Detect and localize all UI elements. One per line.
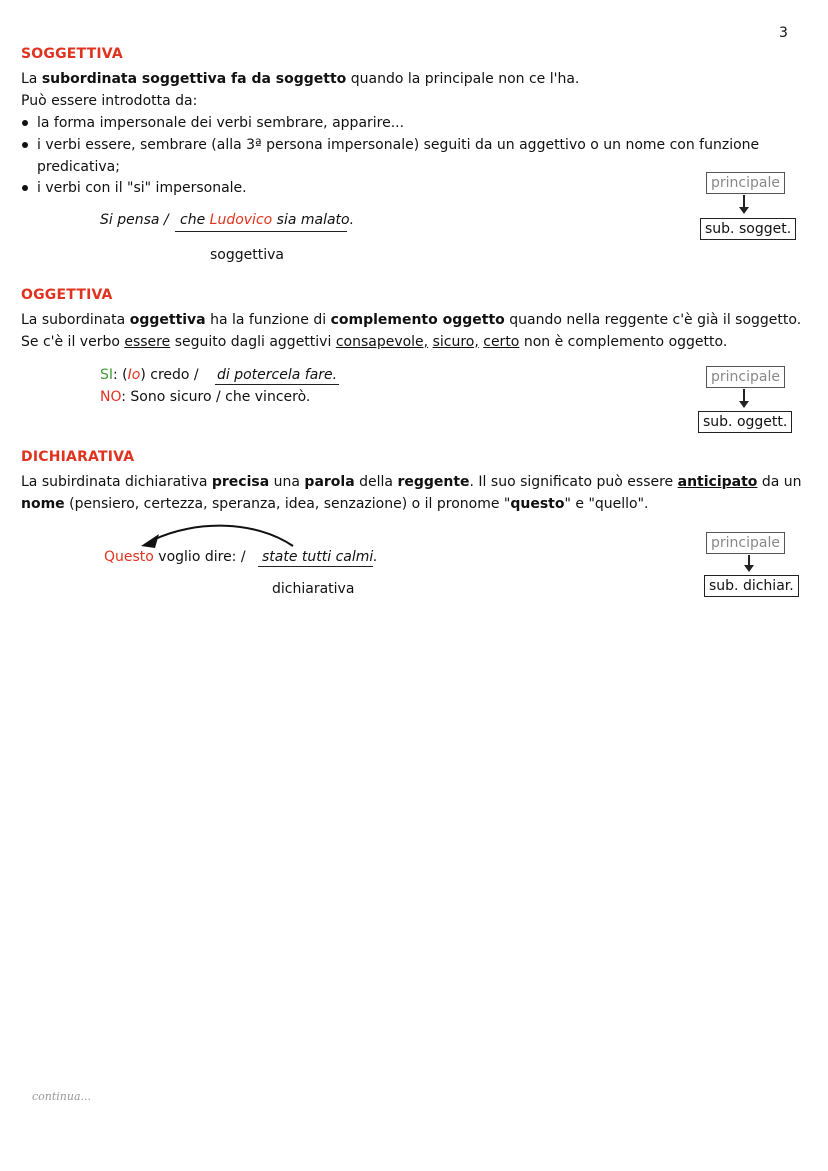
text: La subordinata xyxy=(21,312,130,328)
bold-text: complemento oggetto xyxy=(330,312,505,328)
arrow-down-icon xyxy=(739,401,749,408)
diagram-principale-box: principale xyxy=(706,172,785,194)
bold-text: precisa xyxy=(211,474,270,490)
example-subordinate-clause: state tutti calmi. xyxy=(262,549,378,565)
text: non è complemento oggetto. xyxy=(519,334,728,350)
bold-text: subordinata soggettiva fa da soggetto xyxy=(41,71,347,87)
bullet-item: i verbi essere, sembrare (alla 3ª persona impersonale) seguiti da un aggettivo o un nome con funzione xyxy=(37,137,760,153)
diagram-subordinate-box: sub. oggett. xyxy=(698,411,792,433)
heading-dichiarativa: DICHIARATIVA xyxy=(21,449,135,465)
text: quando la principale non ce l'ha. xyxy=(346,71,580,87)
text: Se c'è il verbo xyxy=(21,334,125,350)
bold-text: parola xyxy=(304,474,355,490)
soggettiva-intro: Può essere introdotta da: xyxy=(21,93,198,109)
arrow-down-icon xyxy=(744,565,754,572)
bold-text: reggente xyxy=(397,474,470,490)
diagram-subordinate-box: sub. sogget. xyxy=(700,218,796,240)
text: . Il suo significato può essere xyxy=(469,474,678,490)
footer-continua: continua... xyxy=(32,1090,92,1103)
example-si-subordinate: di potercela fare. xyxy=(217,367,338,383)
no-label: NO xyxy=(100,389,122,405)
bullet-item: i verbi con il "si" impersonale. xyxy=(37,180,247,196)
bullet-icon xyxy=(22,185,28,191)
heading-oggettiva: OGGETTIVA xyxy=(21,287,113,303)
underlined-text: consapevole, xyxy=(335,334,429,350)
underline xyxy=(258,566,373,567)
oggettiva-definition xyxy=(21,309,801,331)
dichiarativa-definition xyxy=(21,471,802,493)
text: " e "quello". xyxy=(564,496,649,512)
bullet-icon xyxy=(22,142,28,148)
bullet-icon xyxy=(22,120,28,126)
example-subordinate-clause xyxy=(180,209,354,231)
dichiarativa-note xyxy=(21,493,649,515)
page-number: 3 xyxy=(779,25,788,41)
text: seguito dagli aggettivi xyxy=(170,334,336,350)
text: da un xyxy=(757,474,802,490)
si-label: SI xyxy=(100,367,114,383)
diagram-principale-box: principale xyxy=(706,366,785,388)
example-main-clause: Si pensa / xyxy=(100,212,169,228)
bullet-item: la forma impersonale dei verbi sembrare, apparire... xyxy=(37,115,405,131)
diagram-principale-box: principale xyxy=(706,532,785,554)
soggettiva-definition xyxy=(21,68,579,90)
diagram-subordinate-box: sub. dichiar. xyxy=(704,575,799,597)
text: (pensiero, certezza, speranza, idea, senzazione) o il pronome " xyxy=(64,496,511,512)
example-no xyxy=(100,386,310,408)
underlined-text: essere xyxy=(124,334,171,350)
bullet-item-continuation: predicativa; xyxy=(37,159,120,175)
underlined-text: anticipato xyxy=(677,474,758,490)
example-si xyxy=(100,364,199,386)
example-label: soggettiva xyxy=(210,247,284,263)
text: ha la funzione di xyxy=(205,312,331,328)
text: : Sono sicuro / che vincerò. xyxy=(121,389,311,405)
arrow-down-icon xyxy=(739,207,749,214)
text: ) credo / xyxy=(140,367,199,383)
highlight-text: Ludovico xyxy=(209,212,273,228)
text: sia malato. xyxy=(272,212,355,228)
example-main-clause xyxy=(104,546,246,568)
bold-text: nome xyxy=(21,496,65,512)
text: una xyxy=(269,474,305,490)
text: che xyxy=(180,212,210,228)
text: : ( xyxy=(113,367,128,383)
bold-text: oggettiva xyxy=(129,312,206,328)
highlight-text: Questo xyxy=(104,549,154,565)
underline xyxy=(175,231,347,232)
text: La subirdinata dichiarativa xyxy=(21,474,212,490)
bold-text: questo xyxy=(510,496,565,512)
highlight-text: Io xyxy=(127,367,141,383)
text: voglio dire: / xyxy=(153,549,246,565)
example-label: dichiarativa xyxy=(272,581,355,597)
text: quando nella reggente c'è già il soggetto. xyxy=(504,312,802,328)
oggettiva-note xyxy=(21,331,727,353)
text: La xyxy=(21,71,42,87)
text: della xyxy=(354,474,398,490)
underlined-text: certo xyxy=(483,334,520,350)
underlined-text: sicuro, xyxy=(432,334,479,350)
heading-soggettiva: SOGGETTIVA xyxy=(21,46,123,62)
